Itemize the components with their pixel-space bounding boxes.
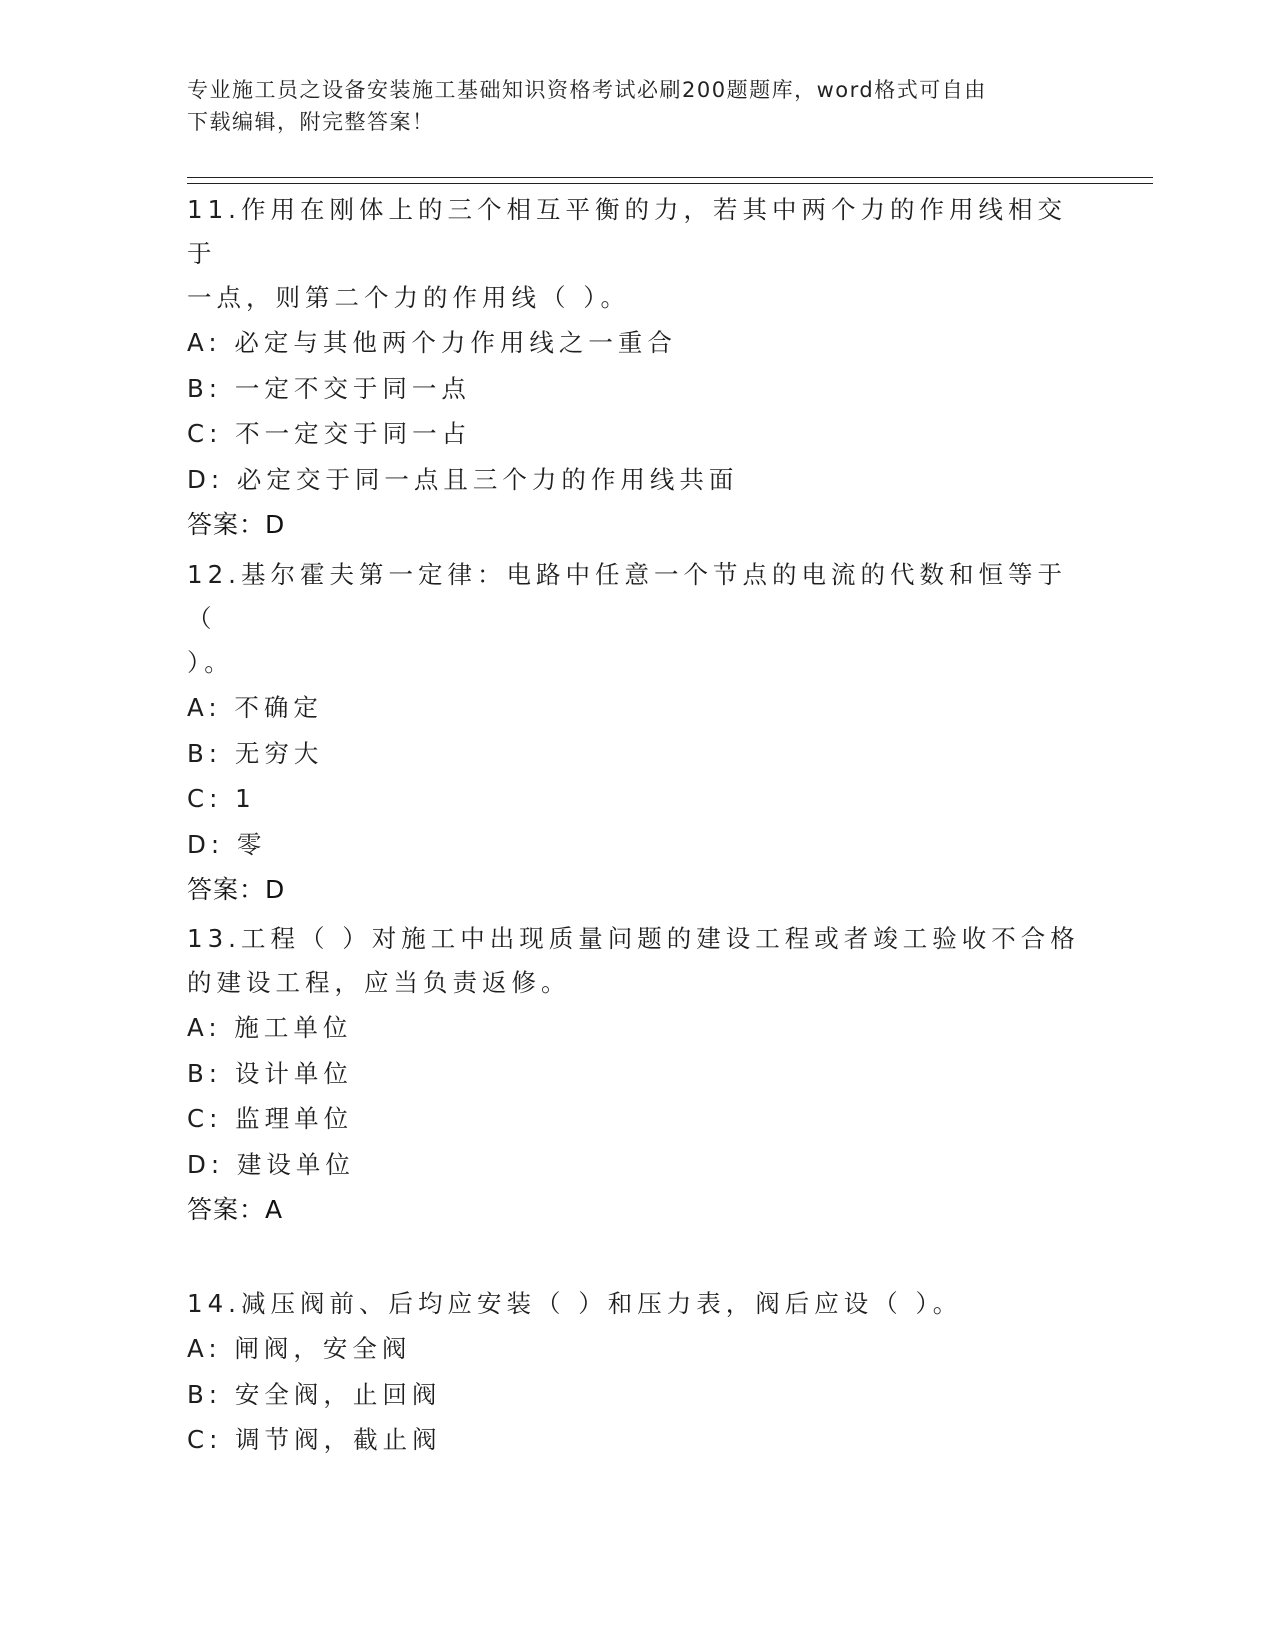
answer-line: 答案：D [187,875,286,904]
option-d: D: 建设单位 [187,1149,355,1179]
question-text-line: 13.工程（ ）对施工中出现质量问题的建设工程或者竣工验收不合格 [187,924,1080,953]
option-c: C: 不一定交于同一占 [187,419,472,448]
option-d: D: 必定交于同一点且三个力的作用线共面 [187,464,739,494]
option-c: C: 1 [187,784,256,813]
question-number: 13. [187,924,241,953]
header-divider-top [187,177,1153,178]
question-text-line: 的建设工程，应当负责返修。 [187,968,571,997]
option-d: D: 零 [187,829,267,859]
option-b: B: 一定不交于同一点 [187,373,471,403]
option-a: A: 施工单位 [187,1013,353,1042]
document-header [187,74,1067,138]
header-divider-bottom [187,183,1153,184]
option-a: A: 必定与其他两个力作用线之一重合 [187,328,677,357]
answer-line: 答案：D [187,510,286,539]
option-b: B: 无穷大 [187,738,324,768]
option-a: A: 闸阀，安全阀 [187,1334,412,1363]
question-text-line: 12.基尔霍夫第一定律：电路中任意一个节点的电流的代数和恒等于（ [187,560,1067,633]
question-text-line: ）。 [187,648,234,677]
option-c: C: 调节阀，截止阀 [187,1425,442,1454]
question-11 [187,188,1087,548]
option-b: B: 安全阀，止回阀 [187,1379,442,1409]
question-13 [187,917,1087,1233]
question-number: 14. [187,1289,241,1318]
question-14 [187,1282,1087,1463]
question-number: 12. [187,560,241,589]
header-line-2: 下载编辑，附完整答案！ [187,110,435,134]
question-text-line: 一点，则第二个力的作用线（ ）。 [187,283,631,312]
option-c: C: 监理单位 [187,1104,354,1133]
answer-line: 答案：A [187,1195,284,1224]
question-text-line: 14.减压阀前、后均应安装（ ）和压力表，阀后应设（ ）。 [187,1289,963,1318]
question-text-line: 11.作用在刚体上的三个相互平衡的力，若其中两个力的作用线相交于 [187,195,1067,268]
option-b: B: 设计单位 [187,1058,353,1088]
header-line-1: 专业施工员之设备安装施工基础知识资格考试必刷200题题库，word格式可自由 [187,78,987,102]
question-12 [187,553,1087,913]
option-a: A: 不确定 [187,693,323,722]
question-number: 11. [187,195,241,224]
